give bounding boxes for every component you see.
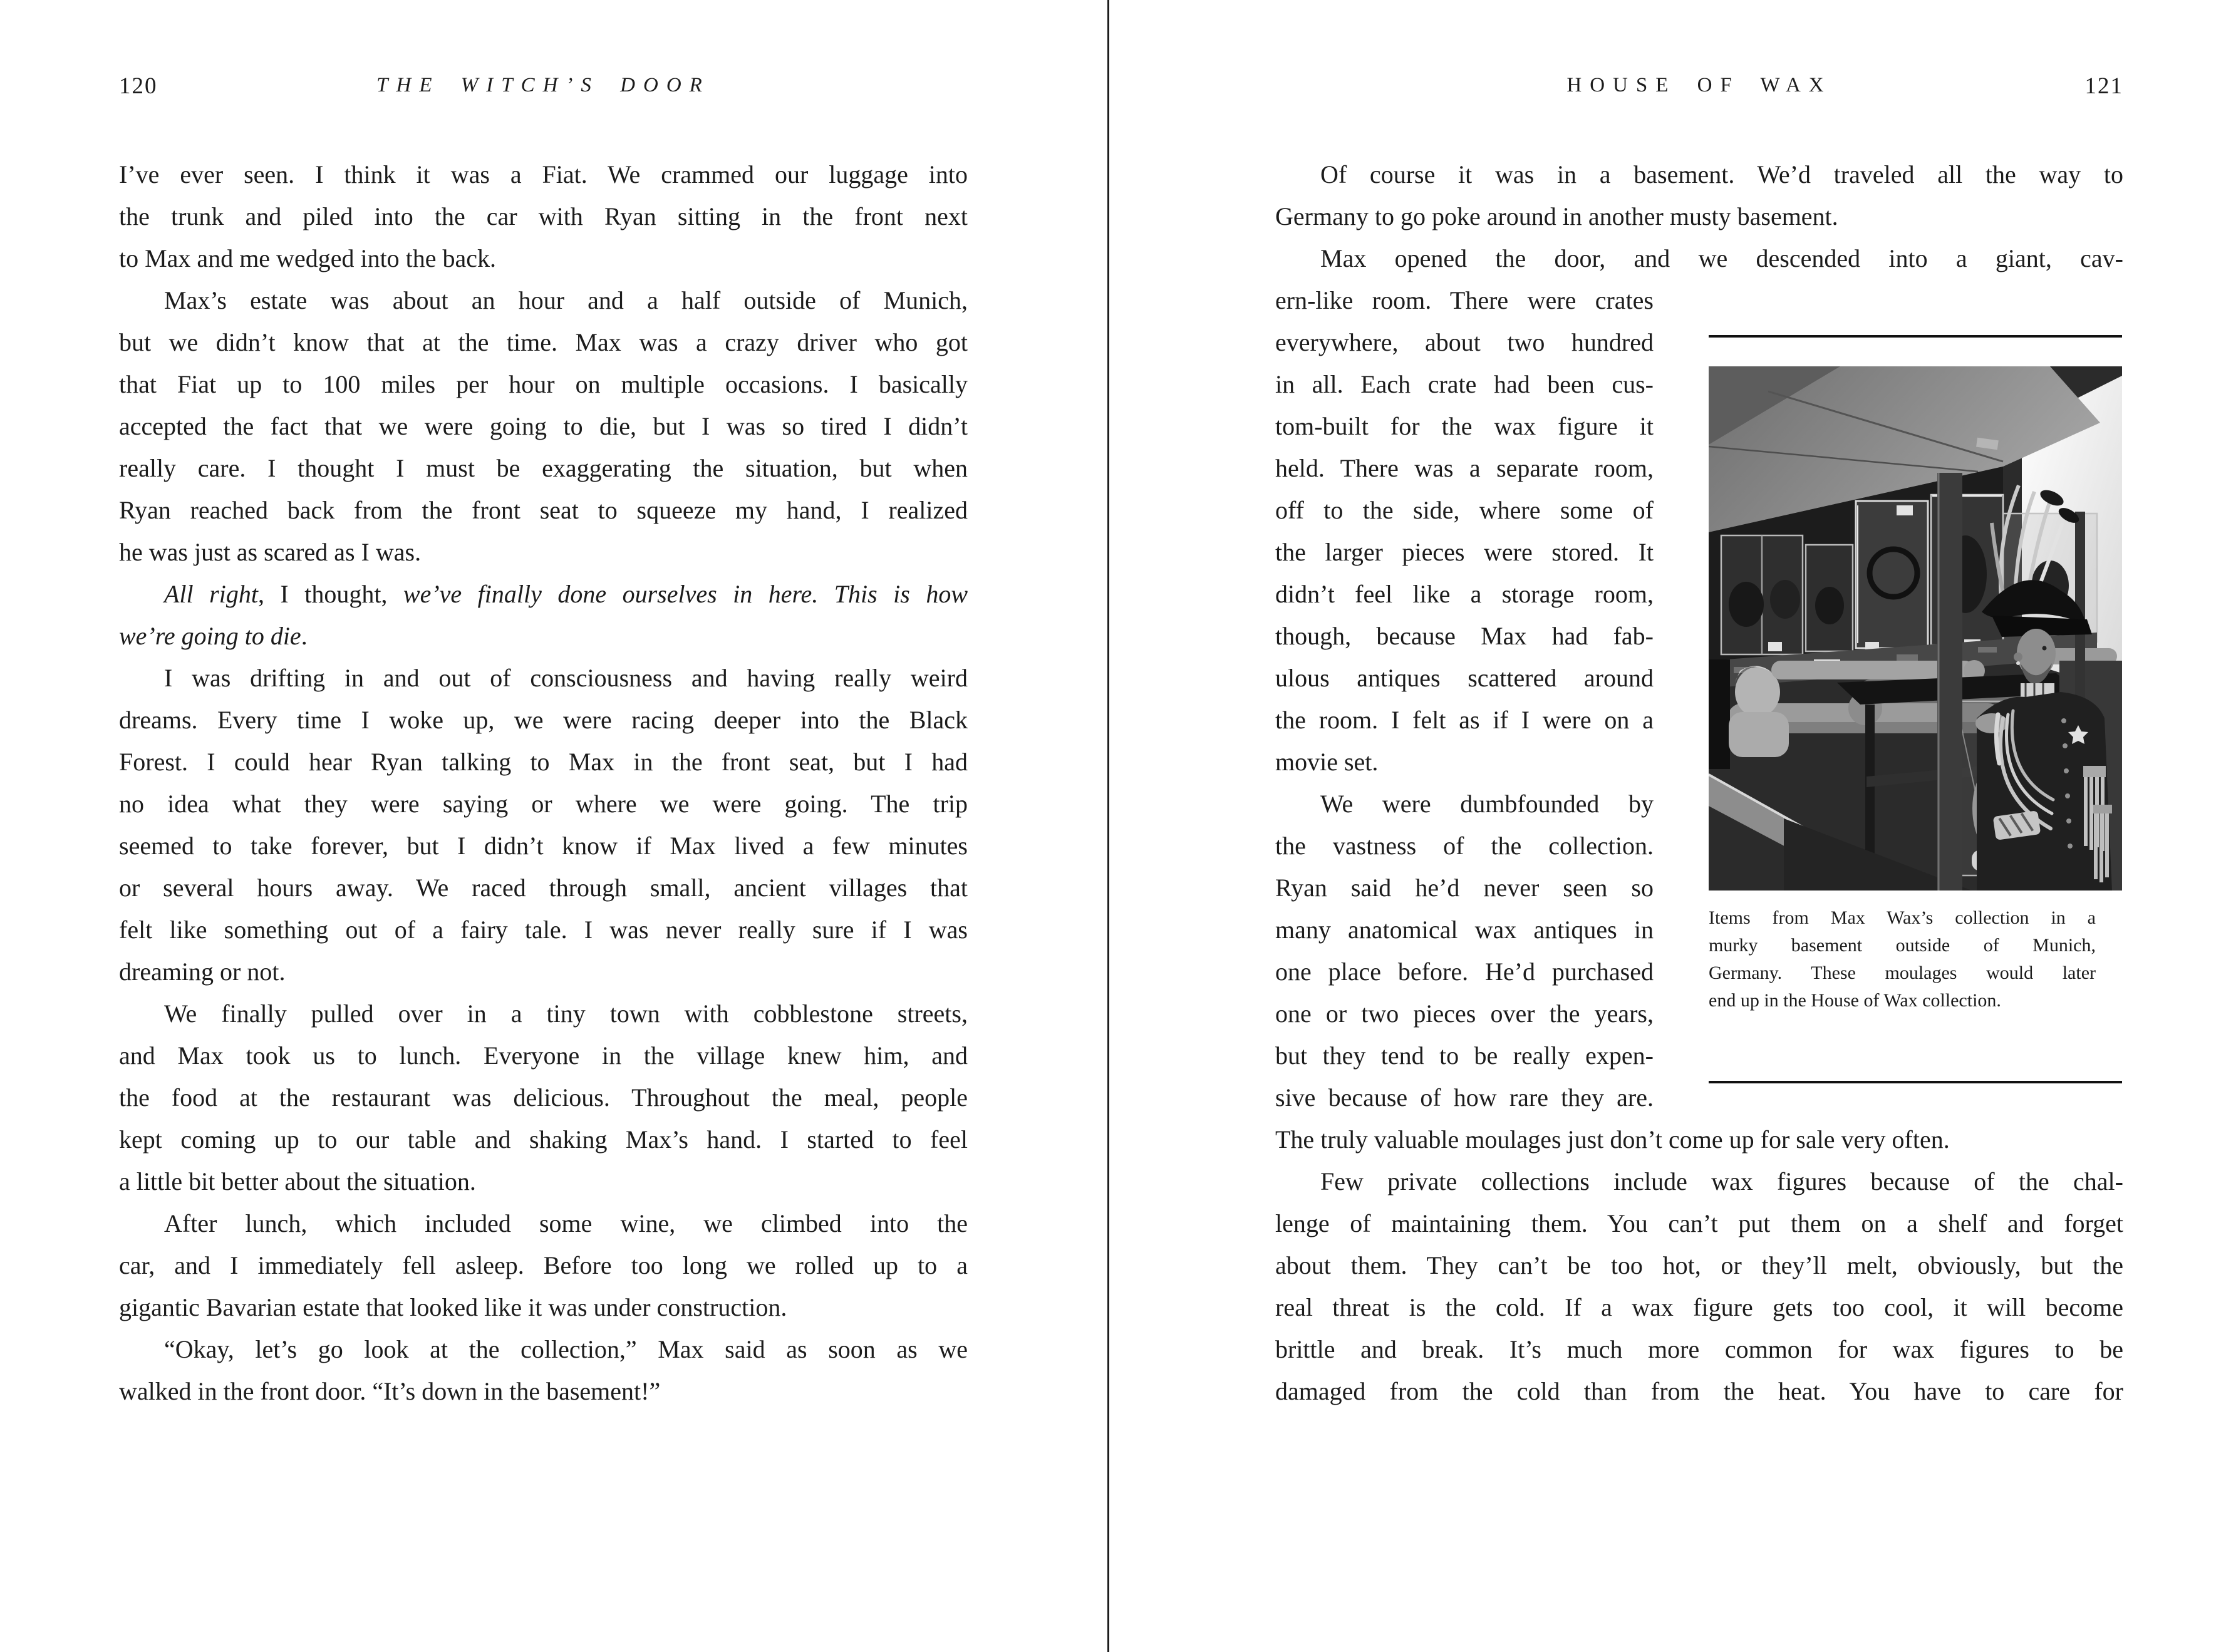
book-page-right bbox=[1110, 0, 2216, 1652]
text-line: gigantic Bavarian estate that looked like it was under construction. bbox=[119, 1293, 787, 1321]
page-number: 120 bbox=[119, 73, 158, 99]
text-line: accepted the fact that we were going to die, but I was so tired I didn’t bbox=[119, 412, 968, 440]
text-line: many anatomical wax antiques in bbox=[1275, 916, 1654, 944]
text-line: car, and I immediately fell asleep. Before too long we rolled up to a bbox=[119, 1251, 968, 1279]
text-line: sive because of how rare they are. bbox=[1275, 1083, 1654, 1112]
text-line bbox=[119, 573, 968, 615]
text-line: end up in the House of Wax collection. bbox=[1709, 990, 2001, 1011]
text-line: that Fiat up to 100 miles per hour on multiple occasions. I basically bbox=[119, 370, 968, 398]
text-run: , I thought, bbox=[257, 580, 403, 608]
text-line: Few private collections include wax figures because of the chal- bbox=[1320, 1167, 2123, 1195]
left-page-body bbox=[119, 153, 968, 1412]
text-line: the food at the restaurant was delicious. Throughout the meal, people bbox=[119, 1083, 968, 1112]
text-line: Forest. I could hear Ryan talking to Max in the front seat, but I had bbox=[119, 748, 968, 776]
text-line: Ryan reached back from the front seat to squeeze my hand, I realized bbox=[119, 496, 968, 524]
left-running-head bbox=[119, 73, 968, 105]
text-line: I’ve ever seen. I think it was a Fiat. We crammed our luggage into bbox=[119, 160, 968, 188]
right-page-closing bbox=[1275, 1118, 2123, 1412]
shelf-post bbox=[1937, 473, 1962, 891]
text-line bbox=[119, 615, 968, 657]
text-line: lenge of maintaining them. You can’t put them on a shelf and forget bbox=[1275, 1209, 2123, 1237]
text-line: brittle and break. It’s much more common for wax figures to be bbox=[1275, 1335, 2123, 1363]
text-line: or several hours away. We raced through small, ancient villages that bbox=[119, 874, 968, 902]
text-line: held. There was a separate room, bbox=[1275, 454, 1654, 482]
text-line: the larger pieces were stored. It bbox=[1275, 538, 1654, 566]
figure-caption bbox=[1709, 904, 2096, 1014]
text-line: Max opened the door, and we descended into a giant, cav- bbox=[1320, 244, 2123, 272]
text-line: kept coming up to our table and shaking Max’s hand. I started to feel bbox=[119, 1125, 968, 1154]
text-line: Ryan said he’d never seen so bbox=[1275, 874, 1654, 902]
text-line: murky basement outside of Munich, bbox=[1709, 935, 2096, 956]
text-line: Germany. These moulages would later bbox=[1709, 963, 2096, 983]
text-line: though, because Max had fab- bbox=[1275, 622, 1654, 650]
text-line: The truly valuable moulages just don’t come up for sale very often. bbox=[1275, 1125, 1950, 1154]
text-line: the room. I felt as if I were on a bbox=[1275, 706, 1654, 734]
text-line: real threat is the cold. If a wax figure gets too cool, it will become bbox=[1275, 1293, 2123, 1321]
text-line: a little bit better about the situation. bbox=[119, 1167, 476, 1195]
running-header: THE WITCH’S DOOR bbox=[376, 74, 710, 96]
italic-run: we’ve finally done ourselves in here. This is how bbox=[403, 580, 968, 608]
italic-run: All right bbox=[164, 580, 258, 608]
text-line: ulous antiques scattered around bbox=[1275, 664, 1654, 692]
text-line: damaged from the cold than from the heat. You have to care for bbox=[1275, 1377, 2123, 1405]
text-line: to Max and me wedged into the back. bbox=[119, 244, 497, 272]
text-line: off to the side, where some of bbox=[1275, 496, 1654, 524]
text-line: Germany to go poke around in another musty basement. bbox=[1275, 202, 1838, 230]
text-line: walked in the front door. “It’s down in the basement!” bbox=[119, 1377, 661, 1405]
right-running-head bbox=[1275, 73, 2123, 105]
text-line: Max’s estate was about an hour and a half outside of Munich, bbox=[164, 286, 968, 314]
text-line: one or two pieces over the years, bbox=[1275, 999, 1654, 1028]
text-line: didn’t feel like a storage room, bbox=[1275, 580, 1654, 608]
text-line: Items from Max Wax’s collection in a bbox=[1709, 907, 2096, 928]
text-run: . bbox=[301, 622, 308, 650]
text-line: but they tend to be really expen- bbox=[1275, 1041, 1654, 1070]
text-line: he was just as scared as I was. bbox=[119, 538, 422, 566]
wax-collection-photo bbox=[1709, 366, 2122, 891]
text-line: everywhere, about two hundred bbox=[1275, 328, 1654, 356]
figure-rule-bottom bbox=[1709, 1081, 2122, 1083]
text-line: in all. Each crate had been cus- bbox=[1275, 370, 1654, 398]
text-line: Of course it was in a basement. We’d traveled all the way to bbox=[1320, 160, 2123, 188]
text-line: but we didn’t know that at the time. Max was a crazy driver who got bbox=[119, 328, 968, 356]
figure-block bbox=[1709, 335, 2122, 1083]
text-line: “Okay, let’s go look at the collection,” Max said as soon as we bbox=[164, 1335, 968, 1363]
right-page-intro bbox=[1275, 153, 2123, 279]
text-line: the vastness of the collection. bbox=[1275, 832, 1654, 860]
text-line: about them. They can’t be too hot, or they’ll melt, obviously, but the bbox=[1275, 1251, 2123, 1279]
page-number: 121 bbox=[2084, 73, 2123, 99]
italic-run: we’re going to die bbox=[119, 622, 301, 650]
text-line: felt like something out of a fairy tale. I was never really sure if I was bbox=[119, 916, 968, 944]
text-line: no idea what they were saying or where we were going. The trip bbox=[119, 790, 968, 818]
text-line: dreaming or not. bbox=[119, 958, 286, 986]
text-line: After lunch, which included some wine, we climbed into the bbox=[164, 1209, 968, 1237]
running-header: HOUSE OF WAX bbox=[1566, 74, 1832, 96]
text-line: tom-built for the wax figure it bbox=[1275, 412, 1654, 440]
text-line: the trunk and piled into the car with Ryan sitting in the front next bbox=[119, 202, 968, 230]
text-line: seemed to take forever, but I didn’t know if Max lived a few minutes bbox=[119, 832, 968, 860]
text-line: movie set. bbox=[1275, 748, 1379, 776]
text-line: really care. I thought I must be exaggerating the situation, but when bbox=[119, 454, 968, 482]
page-gutter-divider bbox=[1107, 0, 1109, 1652]
figure-rule-top bbox=[1709, 335, 2122, 338]
text-line: We were dumbfounded by bbox=[1320, 790, 1654, 818]
text-line: and Max took us to lunch. Everyone in the village knew him, and bbox=[119, 1041, 968, 1070]
text-line: We finally pulled over in a tiny town with cobblestone streets, bbox=[164, 999, 968, 1028]
text-line: one place before. He’d purchased bbox=[1275, 958, 1654, 986]
text-line: I was drifting in and out of consciousness and having really weird bbox=[164, 664, 968, 692]
right-page-narrow-column bbox=[1275, 279, 1654, 1118]
text-line: dreams. Every time I woke up, we were racing deeper into the Black bbox=[119, 706, 968, 734]
text-line: ern-like room. There were crates bbox=[1275, 286, 1654, 314]
